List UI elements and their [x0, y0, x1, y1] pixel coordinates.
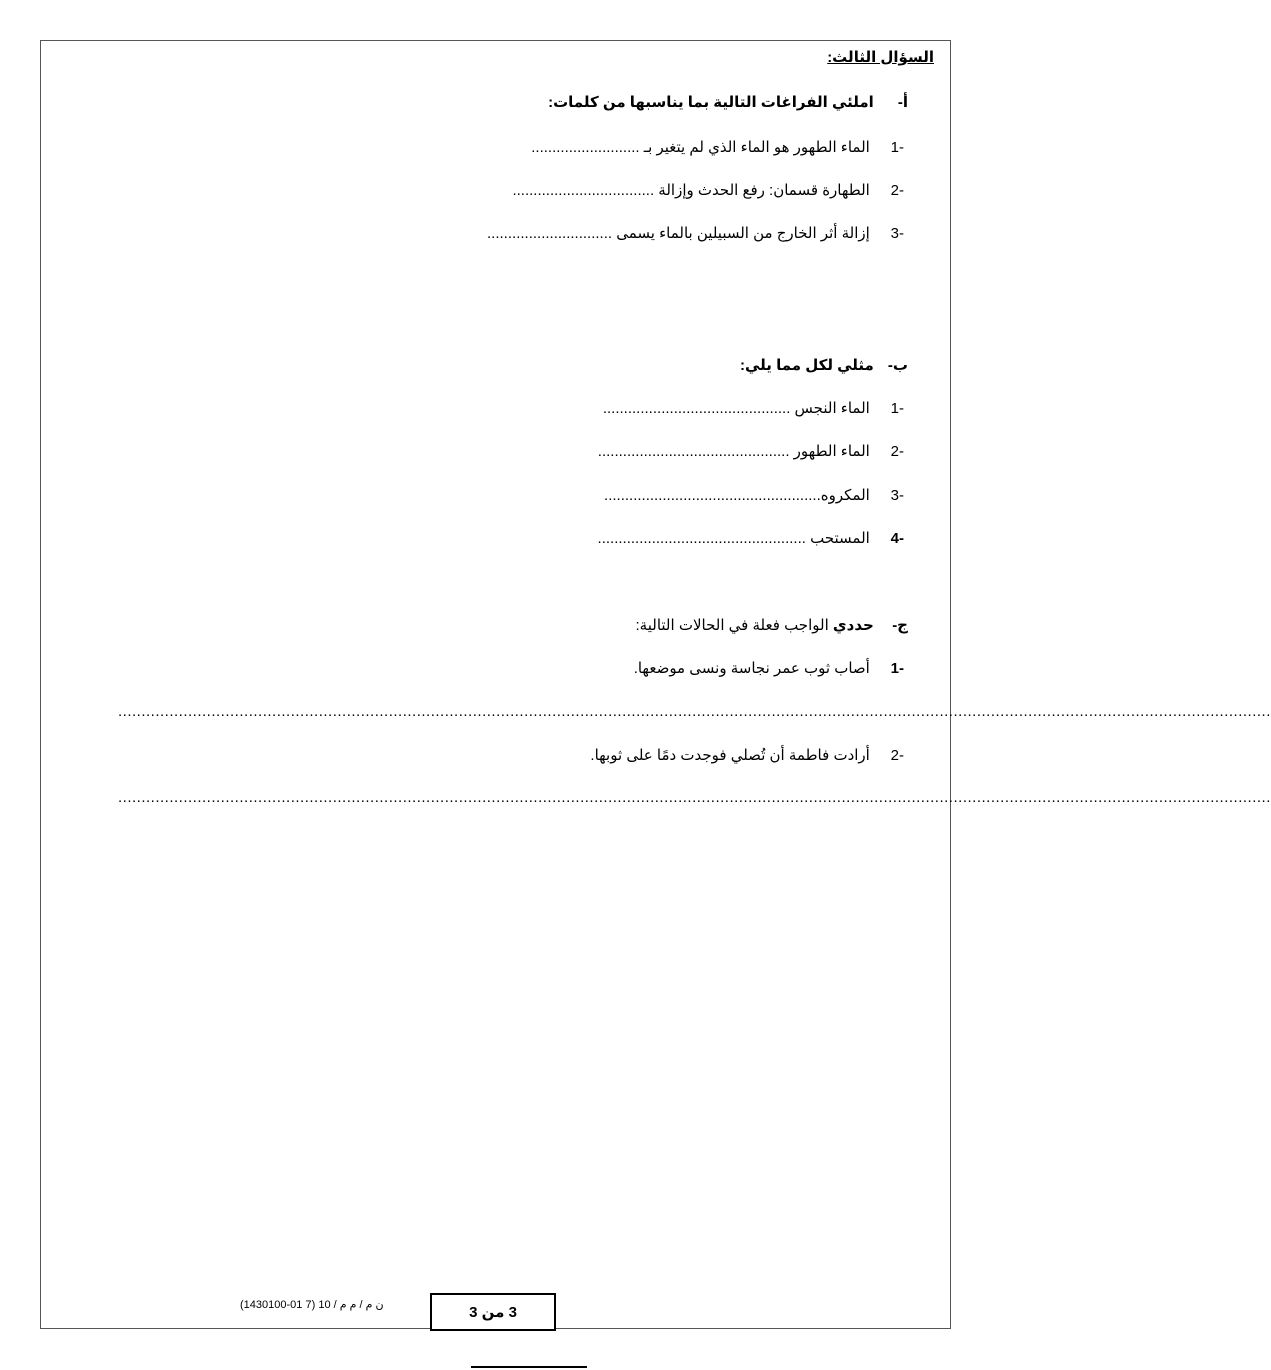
question-title: السؤال الثالث:	[827, 49, 934, 66]
bottom-rule	[471, 1366, 587, 1368]
section-c-instruction-bold: حددي	[832, 617, 874, 634]
section-c-item-1	[634, 659, 904, 677]
section-a-item-1	[531, 138, 904, 156]
item-number: -3	[890, 487, 904, 504]
item-number: -2	[890, 443, 904, 460]
item-number: -4	[890, 530, 904, 547]
item-number: -3	[890, 225, 904, 242]
item-text: المستحب ..................................................	[597, 530, 870, 547]
item-number: -2	[890, 182, 904, 199]
section-a-item-3	[487, 224, 904, 242]
section-a-heading	[548, 93, 908, 111]
answer-line-2: .......................................................................................................................................................................................................................................................	[118, 789, 1271, 806]
item-number: -1	[890, 400, 904, 417]
section-b-item-1	[603, 399, 904, 417]
page-number: 3 من 3	[469, 1304, 517, 1321]
section-a-label: أ-	[897, 94, 908, 111]
section-b-heading	[740, 356, 908, 374]
item-number: -1	[890, 660, 904, 677]
section-c-label: ج-	[892, 617, 908, 634]
item-text: أرادت فاطمة أن تُصلي فوجدت دمًا على ثوبها.	[590, 747, 870, 764]
item-text: الماء النجس .............................................	[602, 400, 870, 417]
item-text: المكروه....................................................	[604, 487, 870, 504]
item-text: الماء الطهور ..............................................	[597, 443, 870, 460]
section-c-item-2	[590, 746, 904, 764]
item-text: إزالة أثر الخارج من السبيلين بالماء يسمى ..............................	[487, 225, 870, 242]
item-text: الطهارة قسمان: رفع الحدث وإزالة ..................................	[512, 182, 870, 199]
item-number: -1	[890, 139, 904, 156]
answer-line-1: .......................................................................................................................................................................................................................................................	[118, 703, 1271, 720]
section-a-instruction: املئي الفراغات التالية بما يناسبها من كلمات:	[548, 94, 874, 111]
section-a-item-2	[512, 181, 904, 199]
page-number-box	[430, 1293, 556, 1331]
section-b-label: ب-	[887, 357, 908, 374]
section-b-item-3	[604, 486, 904, 504]
section-c-heading	[636, 616, 908, 634]
document-code: ن م / م م / 10 (7 01-1430100)	[240, 1299, 384, 1311]
item-text: أصاب ثوب عمر نجاسة ونسى موضعها.	[633, 660, 870, 677]
section-b-item-4	[598, 529, 904, 547]
section-b-item-2	[598, 442, 904, 460]
item-number: -2	[890, 747, 904, 764]
section-c-instruction: الواجب فعلة في الحالات التالية:	[635, 617, 833, 634]
item-text: الماء الطهور هو الماء الذي لم يتغير بـ ..........................	[531, 139, 870, 156]
section-b-instruction: مثلي لكل مما يلي:	[739, 357, 874, 374]
